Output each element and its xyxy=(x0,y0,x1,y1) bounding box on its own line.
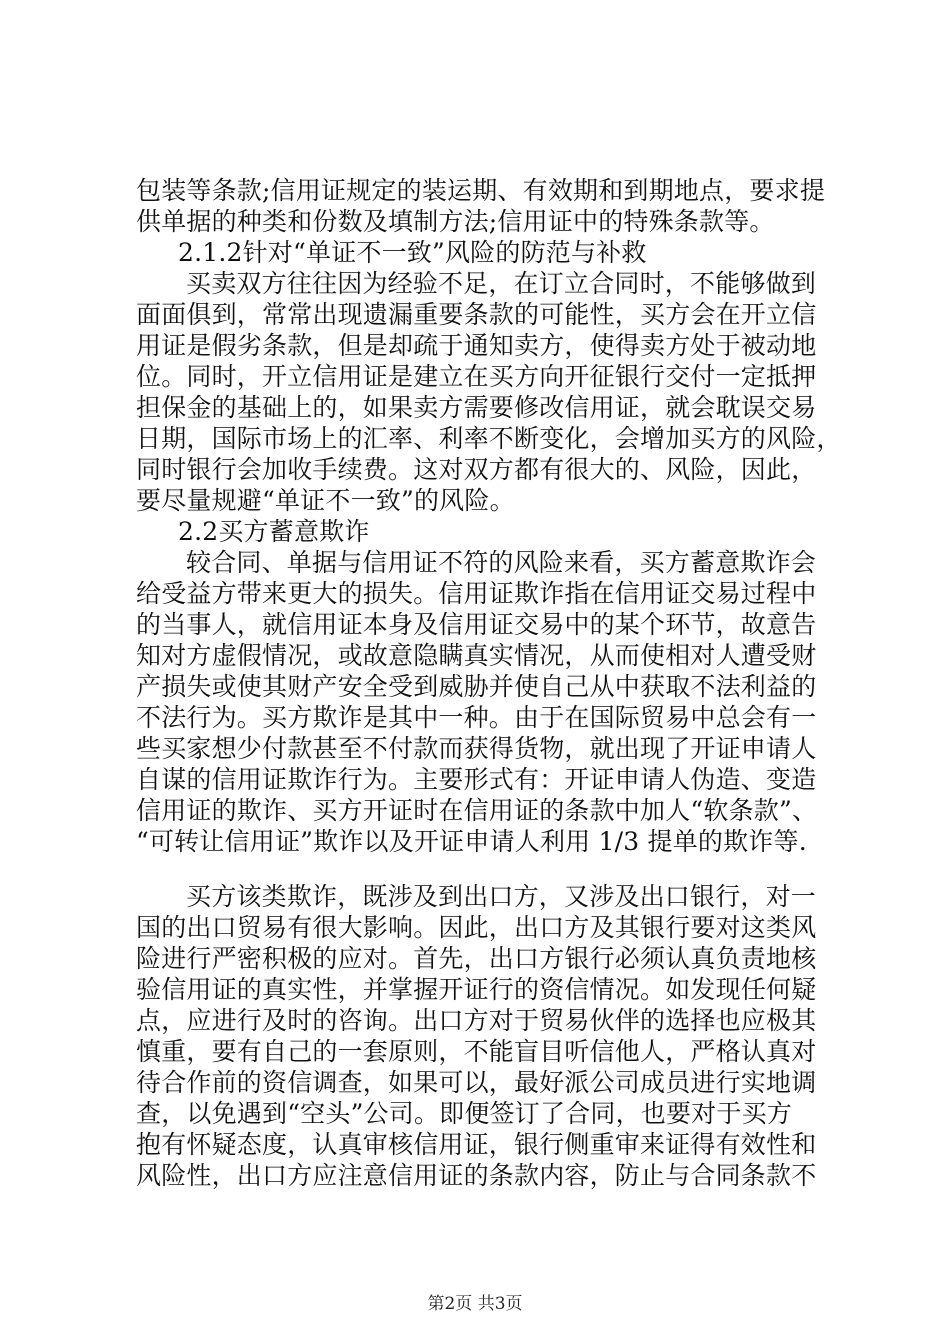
body-text-line: “可转让信用证”欺诈以及开证申请人利用 1/3 提单的欺诈等. xyxy=(136,827,807,856)
body-text-line: 同时银行会加收手续费。这对双方都有很大的、风险，因此， xyxy=(136,455,817,484)
body-text-line: 信用证的欺诈、买方开证时在信用证的条款中加人“软条款”、 xyxy=(136,796,818,825)
body-text-line: 险进行严密积极的应对。首先，出口方银行必须认真负责地核 xyxy=(136,944,817,973)
body-text-line: 知对方虚假情况，或故意隐瞒真实情况，从而使相对人遭受财 xyxy=(136,641,817,670)
body-text-line: 产损失或使其财产安全受到威胁并使自己从中获取不法利益的 xyxy=(136,672,817,701)
body-text-line: 给受益方带来更大的损失。信用证欺诈指在信用证交易过程中 xyxy=(136,579,817,608)
body-text-line: 用证是假劣条款，但是却疏于通知卖方，使得卖方处于被动地 xyxy=(136,331,817,360)
section-heading: 2.1.2针对“单证不一致”风险的防范与补救 xyxy=(178,238,647,267)
body-text-line: 抱有怀疑态度，认真审核信用证，银行侧重审来证得有效性和 xyxy=(136,1130,817,1159)
body-text-line: 查，以免遇到“空头”公司。即便签订了合同，也要对于买方 xyxy=(136,1099,792,1128)
body-text-line: 担保金的基础上的，如果卖方需要修改信用证，就会耽误交易 xyxy=(136,393,817,422)
body-text-line: 慎重，要有自己的一套原则，不能盲目听信他人，严格认真对 xyxy=(136,1037,817,1066)
paragraph-first-line: 买卖双方往往因为经验不足，在订立合同时，不能够做到 xyxy=(186,269,817,298)
body-text-line: 要尽量规避“单证不一致”的风险。 xyxy=(136,486,515,515)
body-text-line: 风险性，出口方应注意信用证的条款内容，防止与合同条款不 xyxy=(136,1161,817,1190)
body-text-line: 些买家想少付款甚至不付款而获得货物，就出现了开证申请人 xyxy=(136,734,817,763)
body-text-line: 国的出口贸易有很大影响。因此，出口方及其银行要对这类风 xyxy=(136,913,817,942)
body-text-line: 供单据的种类和份数及填制方法;信用证中的特殊条款等。 xyxy=(136,207,775,236)
body-text-line: 点，应进行及时的咨询。出口方对于贸易伙伴的选择也应极其 xyxy=(136,1006,817,1035)
body-text-line: 的当事人，就信用证本身及信用证交易中的某个环节，故意告 xyxy=(136,610,817,639)
body-text-line: 待合作前的资信调查，如果可以，最好派公司成员进行实地调 xyxy=(136,1068,817,1097)
body-text-line: 不法行为。买方欺诈是其中一种。由于在国际贸易中总会有一 xyxy=(136,703,817,732)
body-text-line: 自谋的信用证欺诈行为。主要形式有：开证申请人伪造、变造 xyxy=(136,765,817,794)
body-text-line: 验信用证的真实性，并掌握开证行的资信情况。如发现任何疑 xyxy=(136,975,817,1004)
body-text-line: 日期，国际市场上的汇率、利率不断变化，会增加买方的风险， xyxy=(136,424,842,453)
body-text-line: 包装等条款;信用证规定的装运期、有效期和到期地点，要求提 xyxy=(136,176,826,205)
page-footer: 第2页 共3页 xyxy=(427,1294,523,1314)
paragraph-first-line: 买方该类欺诈，既涉及到出口方，又涉及出口银行，对一 xyxy=(186,882,817,911)
paragraph-first-line: 较合同、单据与信用证不符的风险来看，买方蓄意欺诈会 xyxy=(186,548,817,577)
body-text-line: 面面俱到，常常出现遗漏重要条款的可能性，买方会在开立信 xyxy=(136,300,817,329)
body-text-line: 位。同时，开立信用证是建立在买方向开征银行交付一定抵押 xyxy=(136,362,817,391)
section-heading: 2.2买方蓄意欺诈 xyxy=(178,517,370,546)
